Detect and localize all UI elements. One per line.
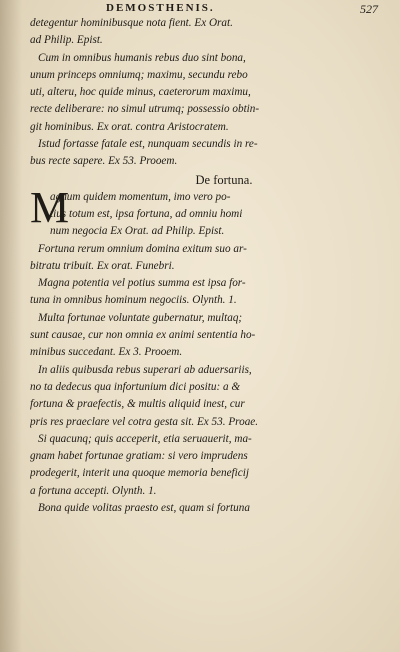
- text-line: Magna potentia vel potius summa est ipsa for-: [38, 277, 246, 290]
- text-line: bitratu tribuit. Ex orat. Funebri.: [30, 259, 175, 272]
- text-line: tuna in omnibus hominum negociis. Olynth. 1.: [30, 294, 237, 307]
- text-line: uti, alteru, hoc quide minus, caeterorum maximu,: [30, 86, 251, 99]
- text-line: Si quacunq; quis acceperit, etia seruauerit, ma-: [38, 432, 252, 445]
- text-line: gnam habet fortunae gratiam: si vero imprudens: [30, 450, 248, 463]
- body-text: [30, 15, 378, 517]
- section-heading: De fortuna.: [195, 172, 253, 187]
- text-line: num negocia Ex Orat. ad Philip. Epist.: [50, 225, 225, 238]
- page-header: [36, 2, 378, 16]
- page-number: 527: [360, 2, 378, 16]
- gutter-shadow: [0, 0, 22, 652]
- text-line: recte deliberare: no simul utrumq; possessio obtin-: [30, 103, 260, 116]
- text-line: fortuna & praefectis, & multis aliquid inest, cur: [30, 398, 245, 411]
- text-line: git hominibus. Ex orat. contra Aristocratem.: [30, 120, 229, 133]
- text-line: Istud fortasse fatale est, nunquam secundis in re-: [38, 138, 258, 151]
- text-line: Fortuna rerum omnium domina exitum suo ar-: [38, 242, 247, 255]
- text-line: minibus succedant. Ex 3. Prooem.: [30, 346, 183, 359]
- text-line: ad Philip. Epist.: [30, 34, 103, 47]
- dropcap-letter: M: [30, 182, 70, 232]
- dropcap-paragraph: [30, 182, 378, 241]
- text-line: tius totum est, ipsa fortuna, ad omniu homi: [50, 207, 243, 220]
- text-line: bus recte sapere. Ex 53. Prooem.: [30, 155, 178, 168]
- text-line: agnum quidem momentum, imo vero po-: [50, 190, 231, 203]
- text-line: Multa fortunae voluntate gubernatur, multaq;: [38, 311, 243, 324]
- text-line: unum princeps omniumq; maximu, secundu rebo: [30, 68, 248, 81]
- text-line: sunt causae, cur non omnia ex animi sententia ho-: [30, 329, 256, 342]
- text-line: no ta dedecus qua infortunium dici positu: a &: [30, 380, 241, 393]
- text-line: Bona quide volitas praesto est, quam si fortuna: [38, 502, 250, 515]
- text-line: pris res praeclare vel cotra gesta sit. Ex 53. Proae.: [30, 415, 259, 428]
- text-line: prodegerit, interit una quoque memoria beneficij: [30, 467, 249, 480]
- text-line: In aliis quibusda rebus superari ab aduersariis,: [38, 363, 252, 376]
- text-line: Cum in omnibus humanis rebus duo sint bona,: [38, 51, 246, 64]
- text-line: detegentur hominibusque nota fient. Ex Orat.: [30, 17, 233, 29]
- text-line: a fortuna accepti. Olynth. 1.: [30, 484, 157, 497]
- running-head: DEMOSTHENIS.: [106, 2, 215, 14]
